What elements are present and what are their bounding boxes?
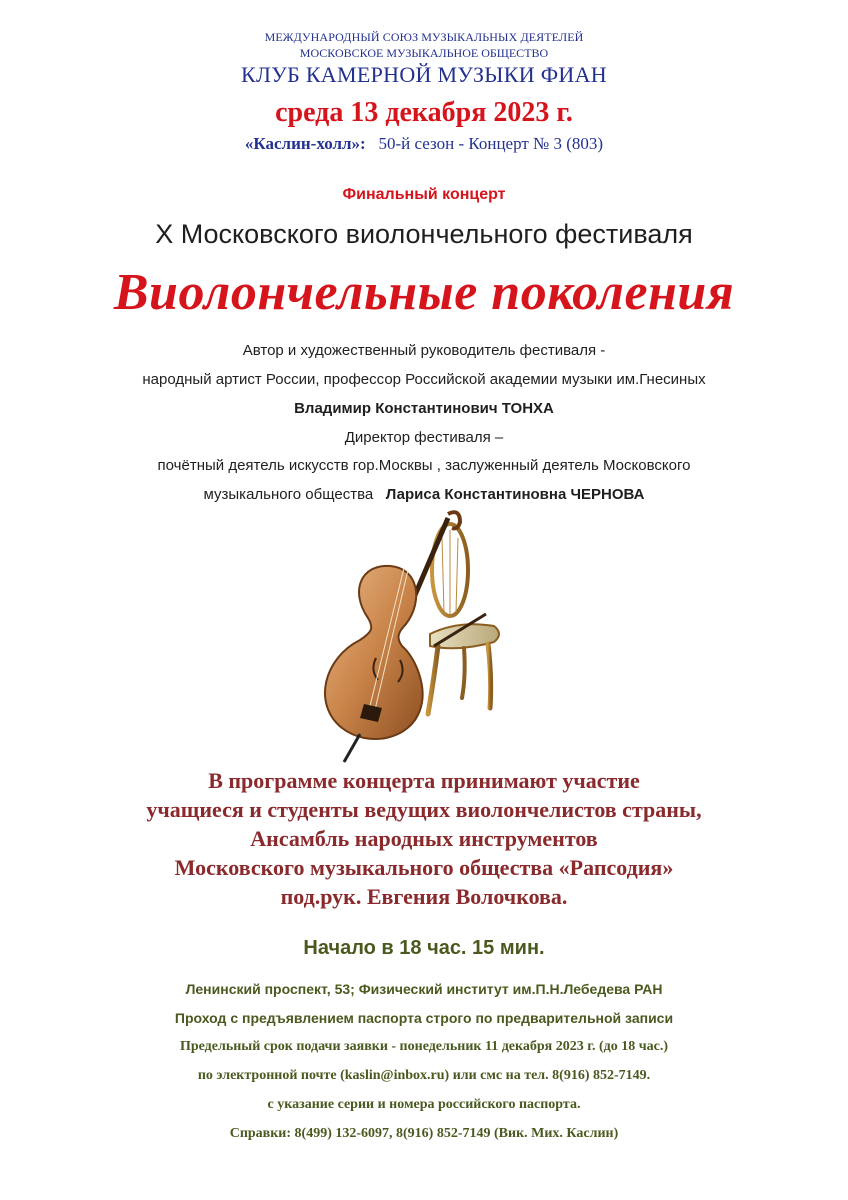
passport-note: с указание серии и номера российского паспорта. (267, 1097, 581, 1112)
festival-name: X Московского виолончельного фестиваля (155, 219, 693, 249)
cello-illustration (298, 508, 550, 770)
program-line-3: Ансамбль народных инструментов (250, 826, 598, 851)
season-info: 50-й сезон - Концерт № 3 (803) (378, 134, 604, 153)
credit-line-4: Директор фестиваля – (344, 429, 504, 446)
organization-line-1: МЕЖДУНАРОДНЫЙ СОЮЗ МУЗЫКАЛЬНЫХ ДЕЯТЕЛЕЙ (264, 30, 584, 44)
club-name: КЛУБ КАМЕРНОЙ МУЗЫКИ ФИАН (241, 62, 607, 87)
organization-line-2: МОСКОВСКОЕ МУЗЫКАЛЬНОЕ ОБЩЕСТВО (299, 46, 549, 60)
credit-line-6-text: музыкального общества (203, 486, 374, 503)
phone-info: Справки: 8(499) 132-6097, 8(916) 852-7149 (Вик. Мих. Каслин) (229, 1126, 619, 1141)
credit-line-2: народный артист России, профессор Российской академии музыки им.Гнесиных (142, 371, 706, 388)
chair-icon (428, 524, 499, 714)
festival-director-name: Лариса Константиновна ЧЕРНОВА (385, 486, 645, 503)
concert-date: среда 13 декабря 2023 г. (275, 97, 573, 128)
address: Ленинский проспект, 53; Физический институт им.П.Н.Лебедева РАН (185, 981, 663, 997)
entry-requirements: Проход с предъявлением паспорта строго по предварительной записи (174, 1010, 674, 1026)
final-concert-label: Финальный концерт (342, 186, 506, 203)
program-line-1: В программе концерта принимают участие (208, 768, 640, 793)
application-deadline: Предельный срок подачи заявки - понедельник 11 декабря 2023 г. (до 18 час.) (179, 1039, 669, 1054)
credit-line-6 (0, 486, 848, 503)
artistic-director-name: Владимир Константинович ТОНХА (294, 400, 554, 417)
contact-info: по электронной почте (kaslin@inbox.ru) или смс на тел. 8(916) 852-7149. (197, 1068, 651, 1083)
program-line-2: учащиеся и студенты ведущих виолончелистов страны, (146, 797, 702, 822)
program-line-4: Московского музыкального общества «Рапсодия» (174, 855, 674, 880)
start-time: Начало в 18 час. 15 мин. (303, 937, 545, 959)
credit-line-1: Автор и художественный руководитель фестиваля - (242, 342, 606, 359)
concert-title: Виолончельные поколения (113, 264, 735, 321)
program-line-5: под.рук. Евгения Волочкова. (280, 884, 568, 909)
venue-name: «Каслин-холл»: (244, 134, 366, 153)
credit-line-5: почётный деятель искусств гор.Москвы , заслуженный деятель Московского (157, 457, 691, 474)
venue-season-line (0, 134, 848, 154)
